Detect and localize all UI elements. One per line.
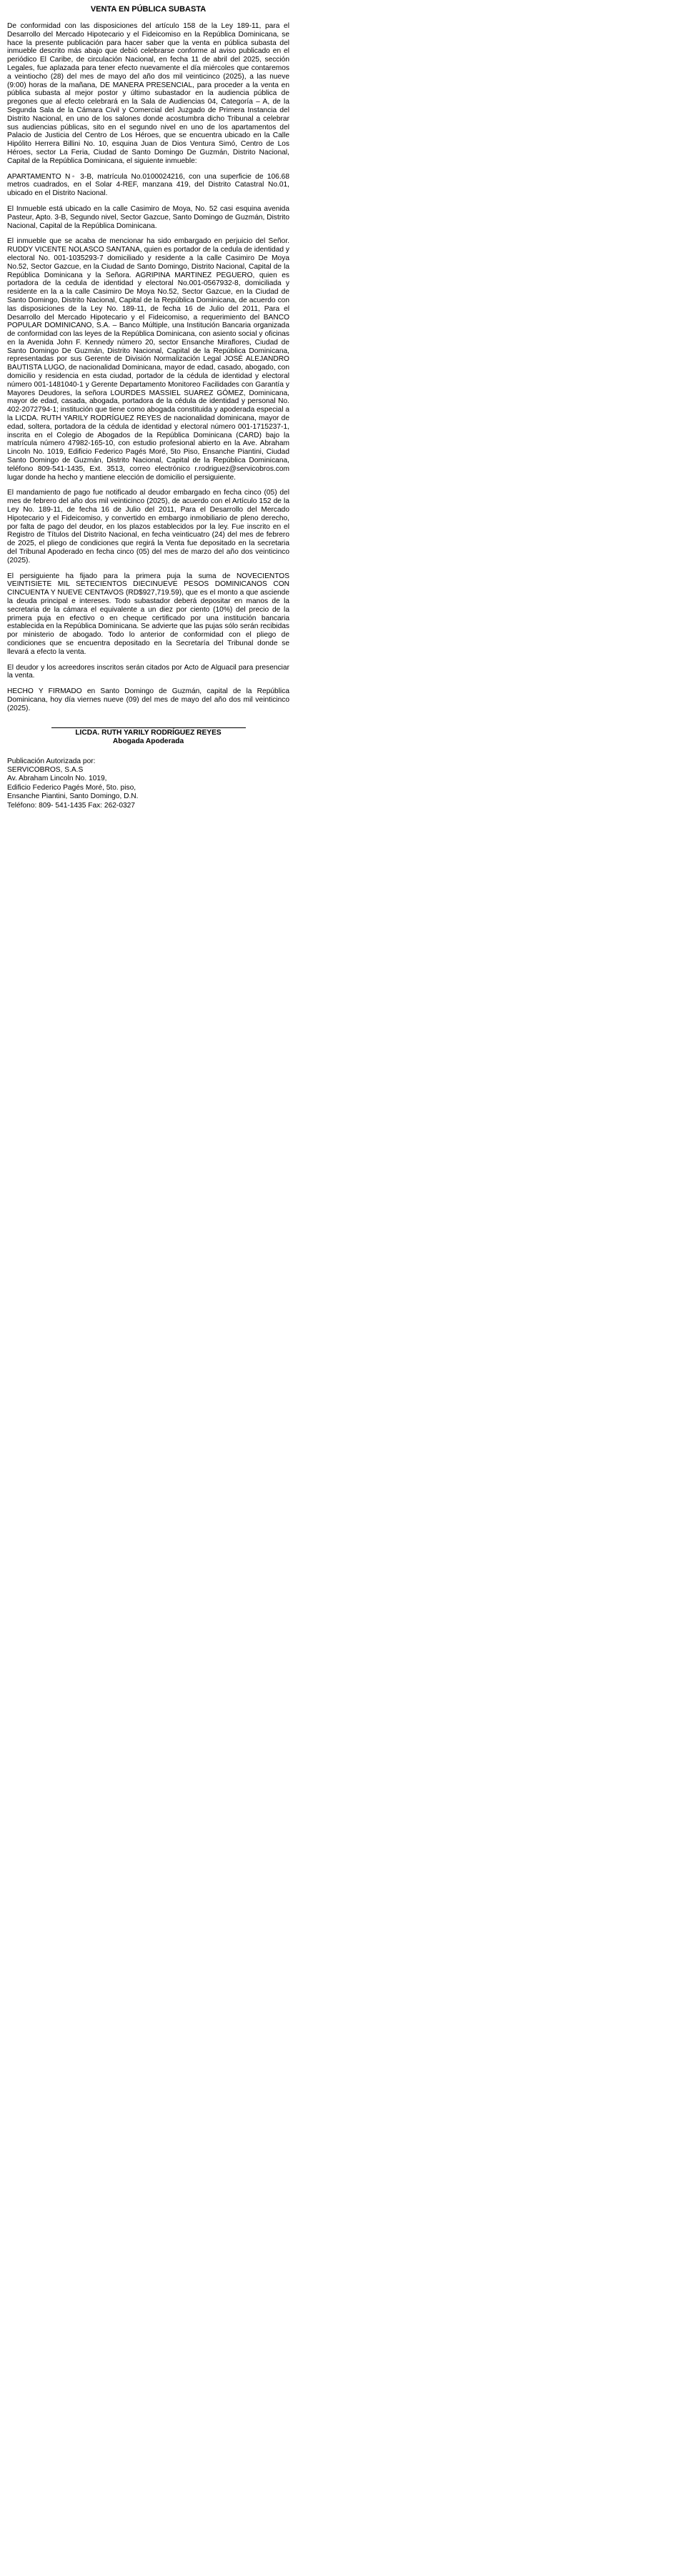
publication-info: [7, 757, 289, 810]
signature-role: Abogada Apoderada: [112, 737, 184, 745]
publication-phones: Teléfono: 809- 541-1435 Fax: 262-0327: [7, 801, 135, 810]
publication-company: SERVICOBROS, S.A.S: [7, 765, 84, 774]
signature-block: [7, 727, 289, 746]
notice-paragraph: APARTAMENTO N◦ 3-B, matrícula No.0100024216, con una superficie de 106.68 metros cuadrados, en el Solar 4-REF, manzana 419, del Distrito Catastral No.01, ubicado en el Distrito Nacional.: [7, 172, 289, 198]
legal-notice-page: [0, 0, 297, 1120]
notice-paragraph: De conformidad con las disposiciones del artículo 158 de la Ley 189-11, para el Desarrollo del Mercado Hipotecario y el Fideicomiso en la República Dominicana, se hace la presente publicación para hacer saber que la venta en pública subasta del inmueble descrito más abajo que debió celebrarse conforme al aviso publicado en el periódico El Caribe, de circulación Nacional, en fecha 11 de abril del 2025, sección Legales, fue aplazada para tener efecto nuevamente el día miércoles que contaremos a veintiocho (28) del mes de mayo del año dos mil veinticinco (2025), a las nueve (9:00) horas de la mañana, DE MANERA PRESENCIAL, para proceder a la venta en pública subasta al mejor postor y último subastador en la audiencia pública de pregones que al efecto celebrará en la Sala de Audiencias 04, Categoría – A, de la Segunda Sala de la Cámara Civil y Comercial del Juzgado de Primera Instancia del Distrito Nacional, en uno de los salones donde acostumbra dicho Tribunal a celebrar sus audiencias públicas, sito en el segundo nivel en uno de los apartamentos del Palacio de Justicia del Centro de Los Héroes, que se encuentra ubicado en la Calle Hipólito Herrera Billini No. 10, esquina Juan de Dios Ventura Simó, Centro de Los Héroes, sector La Feria, Ciudad de Santo Domingo De Guzmán, Distrito Nacional, Capital de la República Dominicana, el siguiente inmueble:: [7, 22, 289, 165]
notice-paragraph: El persiguiente ha fijado para la primera puja la suma de NOVECIENTOS VEINTISIETE MIL SETECIENTOS DIECINUEVE PESOS DOMINICANOS CON CINCUENTA Y NUEVE CENTAVOS (RD$927,719.59), que es el monto a que asciende la deuda principal e intereses. Todo subastador deberá depositar en manos de la secretaria de la cámara el equivalente a un diez por ciento (10%) del precio de la primera puja en efectivo o en cheque certificado por una institución bancaria establecida en la República Dominicana. Se advierte que las pujas sólo serán recibidas por ministerio de abogado. Todo lo anterior de conformidad con el pliego de condiciones que se encuentra depositado en la Secretaría del Tribunal donde se llevará a efecto la venta.: [7, 572, 289, 656]
notice-title: VENTA EN PÚBLICA SUBASTA: [90, 5, 207, 14]
notice-paragraph: El deudor y los acreedores inscritos serán citados por Acto de Alguacil para presenciar la venta.: [7, 663, 289, 680]
publication-address-line: Edificio Federico Pagés Moré, 5to. piso,: [7, 783, 136, 792]
notice-paragraph: HECHO Y FIRMADO en Santo Domingo de Guzmán, capital de la República Dominicana, hoy día viernes nueve (09) del mes de mayo del año dos mil veinticinco (2025).: [7, 687, 289, 712]
signature-line: [51, 727, 246, 728]
notice-paragraph: El inmueble que se acaba de mencionar ha sido embargado en perjuicio del Señor. RUDDY VICENTE NOLASCO SANTANA, quien es portador de la cedula de identidad y electoral No. 001-1035293-7 domiciliado y residente a la calle Casimiro De Moya No.52, Sector Gazcue, en la Ciudad de Santo Domingo, Distrito Nacional, Capital de la República Dominicana y la Señora. AGRIPINA MARTINEZ PEGUERO, quien es portadora de la cedula de identidad y electoral No.001-0567932-8, domiciliada y residente en la a la calle Casimiro De Moya No.52, Sector Gazcue, en la Ciudad de Santo Domingo, Distrito Nacional, Capital de la República Dominicana, de acuerdo con las disposiciones de la Ley No. 189-11, de fecha 16 de Julio del 2011, Para el Desarrollo del Mercado Hipotecario y el Fideicomiso, a requerimiento del BANCO POPULAR DOMINICANO, S.A. – Banco Múltiple, una Institución Bancaria organizada de conformidad con las leyes de la República Dominicana, con asiento social y oficinas en la Avenida John F. Kennedy número 20, sector Ensanche Miraflores, Ciudad de Santo Domingo De Guzmán, Distrito Nacional, Capital de la República Dominicana, representadas por sus Gerente de División Normalización Legal JOSÉ ALEJANDRO BAUTISTA LUGO, de nacionalidad Dominicana, mayor de edad, casado, abogado, con domicilio y residencia en esta ciudad, portador de la cédula de identidad y electoral número 001-1481040-1 y Gerente Departamento Monitoreo Facilidades con Garantía y Mayores Deudores, la señora LOURDES MASSIEL SUAREZ GÓMEZ, Dominicana, mayor de edad, casada, abogada, portadora de la cédula de identidad y personal No. 402-2072794-1; institución que tiene como abogada constituida y apoderada especial a la LICDA. RUTH YARILY RODRÍGUEZ REYES de nacionalidad dominicana, mayor de edad, soltera, portadora de la cédula de identidad y electoral número 001-1715237-1, inscrita en el Colegio de Abogados de la República Dominicana (CARD) bajo la matrícula número 47982-165-10, con estudio profesional abierto en la Ave. Abraham Lincoln No. 1019, Edificio Federico Pagés Moré, 5to Piso, Ensanche Piantini, Ciudad Santo Domingo de Guzmán, Distrito Nacional, Capital de la República Dominicana, teléfono 809-541-1435, Ext. 3513, correo electrónico r.rodriguez@servicobros.com lugar donde ha hecho y mantiene elección de domicilio el persiguiente.: [7, 237, 289, 482]
signature-name: LICDA. RUTH YARILY RODRÍGUEZ REYES: [75, 728, 222, 737]
notice-body: [7, 22, 289, 713]
notice-paragraph: El Inmueble está ubicado en la calle Casimiro de Moya, No. 52 casi esquina avenida Pasteur, Apto. 3-B, Segundo nivel, Sector Gazcue, Santo Domingo de Guzmán, Distrito Nacional, Capital de la República Dominicana.: [7, 204, 289, 230]
publication-address-line: Ensanche Piantini, Santo Domingo, D.N.: [7, 792, 139, 801]
notice-paragraph: El mandamiento de pago fue notificado al deudor embargado en fecha cinco (05) del mes de febrero del año dos mil veinticinco (2025), de acuerdo con el Artículo 152 de la Ley No. 189-11, de fecha 16 de Julio del 2011, Para el Desarrollo del Mercado Hipotecario y el Fideicomiso, y convertido en embargo inmobiliario de pleno derecho, por falta de pago del deudor, en los plazos establecidos por la ley. Fue inscrito en el Registro de Títulos del Distrito Nacional, en fecha veinticuatro (24) del mes de febrero de 2025, el pliego de condiciones que regirá la Venta fue depositado en la secretaria del Tribunal Apoderado en fecha cinco (05) del mes de marzo del año dos veinticinco (2025).: [7, 489, 289, 565]
publication-label: Publicación Autorizada por:: [7, 757, 96, 765]
publication-address-line: Av. Abraham Lincoln No. 1019,: [7, 775, 107, 783]
